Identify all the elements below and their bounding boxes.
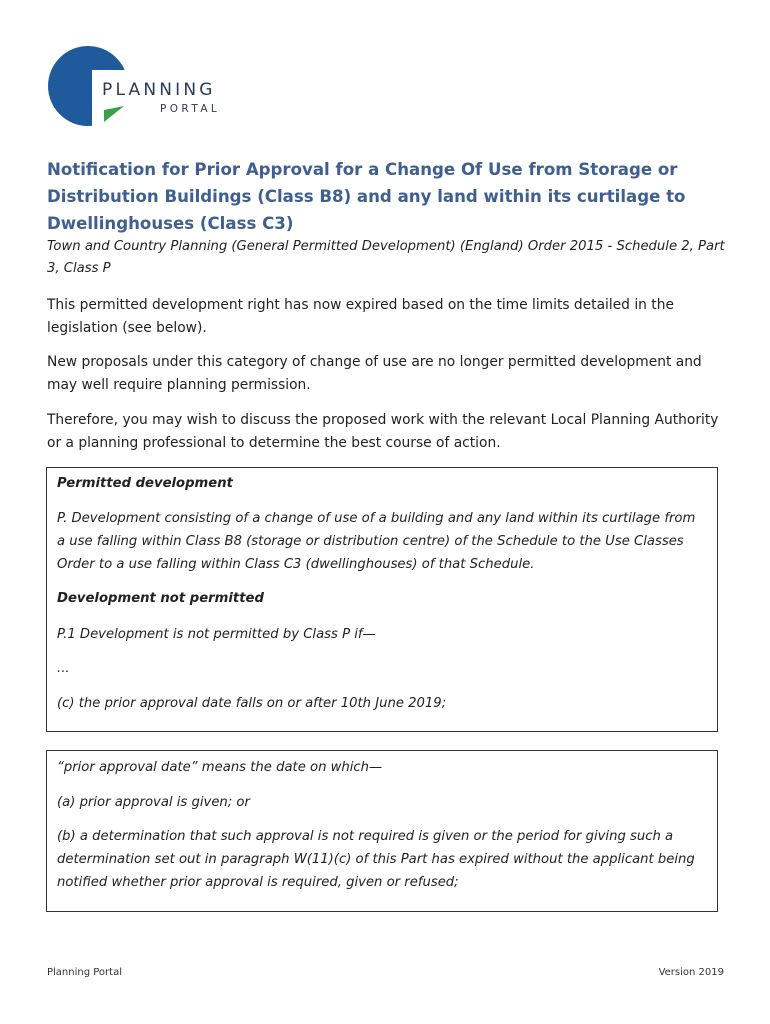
text-p1: P.1 Development is not permitted by Class P if— <box>57 627 376 642</box>
text-ellipsis: ... <box>57 661 70 676</box>
paragraph-expired: This permitted development right has now expired based on the time limits detailed in the legislation (see below). <box>47 297 674 336</box>
heading-permitted-development: Permitted development <box>57 476 233 491</box>
logo-text-portal: PORTAL <box>160 103 221 115</box>
logo-text-planning: PLANNING <box>102 80 216 100</box>
text-clause-b: (b) a determination that such approval is not required is given or the period for giving such a determination set out in paragraph W(11)(c) of this Part has expired without the applicant being notified whether prior approval is required, given or refused; <box>57 829 695 890</box>
heading-development-not-permitted: Development not permitted <box>57 591 264 606</box>
planning-portal-logo <box>48 46 248 126</box>
paragraph-new-proposals: New proposals under this category of change of use are no longer permitted development and may well require planning permission. <box>47 354 702 393</box>
text-clause-a: (a) prior approval is given; or <box>57 795 250 810</box>
document-subtitle: Town and Country Planning (General Permitted Development) (England) Order 2015 - Schedule 2, Part 3, Class P <box>47 239 725 276</box>
legislation-box-class-p <box>46 467 718 732</box>
paragraph-discuss: Therefore, you may wish to discuss the proposed work with the relevant Local Planning Authority or a planning professional to determine the best course of action. <box>47 412 719 451</box>
legislation-box-definition <box>46 750 718 912</box>
text-prior-approval-date-definition: “prior approval date” means the date on which— <box>57 760 383 775</box>
text-class-p-definition: P. Development consisting of a change of use of a building and any land within its curtilage from a use falling within Class B8 (storage or distribution centre) of the Schedule to the Use Classes Order to a use falling within Class C3 (dwellinghouses) of that Schedule. <box>57 511 696 572</box>
document-title: Notification for Prior Approval for a Change Of Use from Storage or Distribution Buildings (Class B8) and any land within its curtilage to Dwellinghouses (Class C3) <box>47 160 686 233</box>
footer-version: Version 2019 <box>658 967 724 978</box>
footer-publisher: Planning Portal <box>47 967 122 978</box>
text-prior-approval-deadline: (c) the prior approval date falls on or after 10th June 2019; <box>57 696 447 711</box>
